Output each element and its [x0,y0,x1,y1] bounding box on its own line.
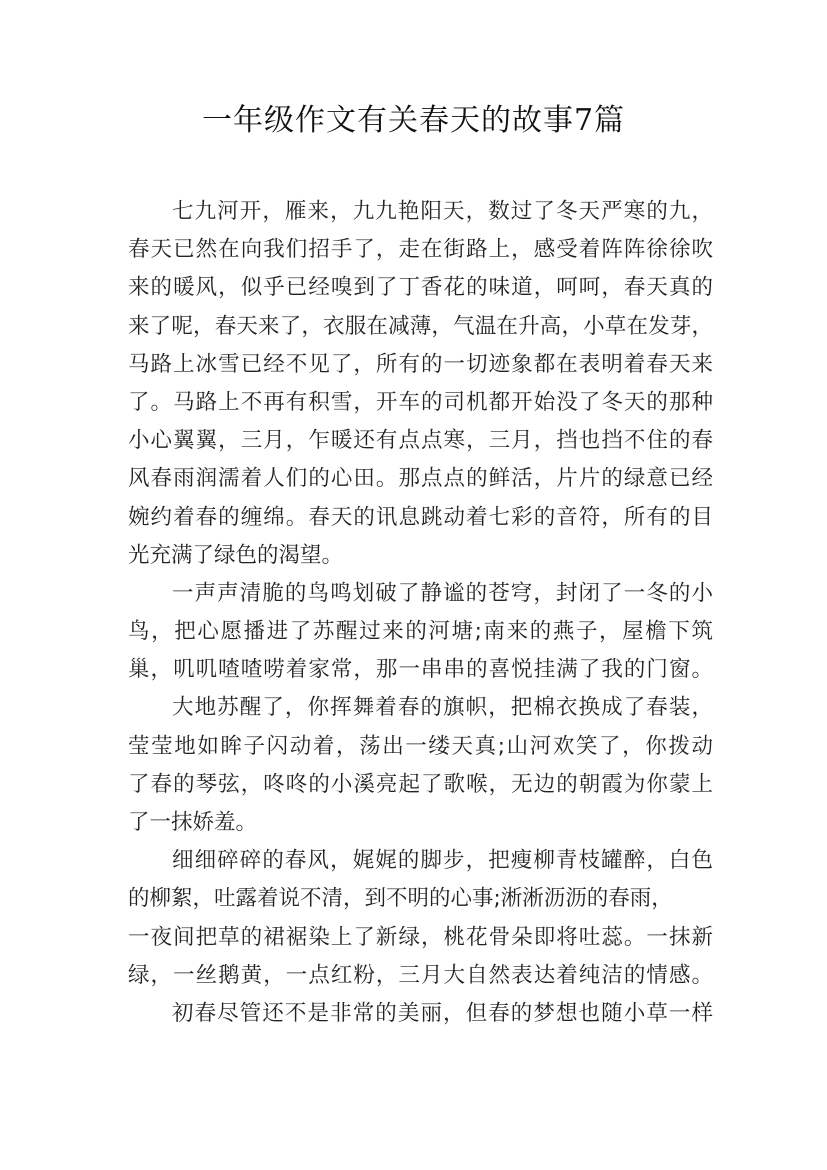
text-line: 鸟，把心愿播进了苏醒过来的河塘;南来的燕子，屋檐下筑 [128,619,713,645]
text-line: 一夜间把草的裙裾染上了新绿，桃花骨朵即将吐蕊。一抹新 [128,924,713,950]
text-line: 风春雨润濡着人们的心田。那点点的鲜活，片片的绿意已经 [128,466,713,492]
text-line: 小心翼翼，三月，乍暖还有点点寒，三月，挡也挡不住的春 [128,428,713,454]
text-line: 绿，一丝鹅黄，一点红粉，三月大自然表达着纯洁的情感。 [128,962,713,988]
text-line: 初春尽管还不是非常的美丽，但春的梦想也随小草一样 [172,1000,713,1026]
text-line: 细细碎碎的春风，娓娓的脚步，把瘦柳青枝罐醉，白色 [172,848,713,874]
text-line: 了春的琴弦，咚咚的小溪亮起了歌喉，无边的朝霞为你蒙上 [128,771,713,797]
text-line: 了。马路上不再有积雪，开车的司机都开始没了冬天的那种 [128,389,713,415]
paragraph-2 [128,575,713,690]
text-line: 婉约着春的缠绵。春天的讯息跳动着七彩的音符，所有的目 [128,504,713,530]
paragraph-1 [128,193,713,575]
document-body [128,193,713,1033]
text-line: 大地苏醒了，你挥舞着春的旗帜，把棉衣换成了春装， [172,695,713,721]
paragraph-4 [128,842,713,995]
text-line: 的柳絮，吐露着说不清，到不明的心事;淅淅沥沥的春雨， [128,886,673,912]
text-line: 一声声清脆的鸟鸣划破了静谧的苍穹，封闭了一冬的小 [172,580,713,606]
text-line: 来的暖风，似乎已经嗅到了丁香花的味道，呵呵，春天真的 [128,275,713,301]
text-line: 巢，叽叽喳喳唠着家常，那一串串的喜悦挂满了我的门窗。 [128,657,713,683]
text-line: 光充满了绿色的渴望。 [128,542,344,568]
text-line: 马路上冰雪已经不见了，所有的一切迹象都在表明着春天来 [128,351,713,377]
text-line: 来了呢，春天来了，衣服在减薄，气温在升高，小草在发芽， [128,313,713,339]
text-line: 七九河开，雁来，九九艳阳天，数过了冬天严寒的九， [172,199,713,224]
text-line: 莹莹地如眸子闪动着，荡出一缕天真;山河欢笑了，你拨动 [128,733,713,759]
text-line: 春天已然在向我们招手了，走在街路上，感受着阵阵徐徐吹 [128,237,713,263]
paragraph-5 [128,995,713,1033]
document-title: 一年级作文有关春天的故事7篇 [201,103,626,138]
paragraph-3 [128,689,713,842]
text-line: 了一抹娇羞。 [128,810,258,835]
